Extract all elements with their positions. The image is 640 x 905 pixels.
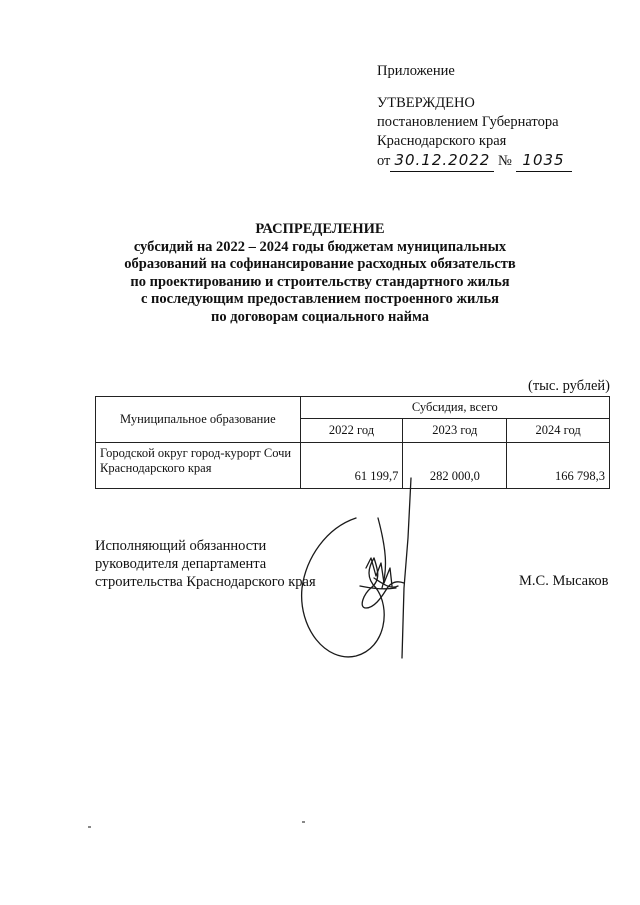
title-line: образований на софинансирование расходных обязательств [124, 256, 516, 272]
value-cell: 61 199,7 [300, 443, 403, 489]
units-label: (тыс. рублей) [528, 378, 610, 394]
value-cell: 166 798,3 [507, 443, 610, 489]
signatory-line: Исполняющий обязанности [95, 538, 267, 554]
title-heading: РАСПРЕДЕЛЕНИЕ [255, 221, 385, 237]
title-line: по проектированию и строительству стандартного жилья [130, 273, 510, 290]
appendix-label: Приложение [377, 63, 455, 79]
title-line: субсидий на 2022 – 2024 годы бюджетам муниципальных [133, 238, 507, 255]
header-year: 2024 год [507, 419, 610, 443]
header-year: 2022 год [300, 419, 403, 443]
approval-line-2: Краснодарского края [377, 133, 507, 149]
header-year: 2023 год [403, 419, 507, 443]
number-label: № [498, 153, 512, 169]
title-line: с последующим предоставлением построенного жилья [141, 291, 499, 307]
approval-date-line [377, 151, 572, 172]
approval-line-1: постановлением Губернатора [377, 114, 559, 130]
signatory-line: строительства Краснодарского края [95, 574, 316, 590]
title-line: по договорам социального найма [211, 308, 429, 325]
approval-block [377, 62, 572, 172]
signatory-line: руководителя департамента [95, 556, 267, 572]
from-label: от [377, 153, 391, 169]
header-municipality: Муниципальное образование [96, 397, 301, 443]
approval-number: 1035 [522, 151, 565, 169]
document-title [95, 221, 545, 326]
header-subsidy: Субсидия, всего [300, 397, 609, 419]
signatory-title [95, 537, 316, 591]
scan-speck [88, 826, 91, 828]
approved-label: УТВЕРЖДЕНО [377, 95, 475, 111]
scan-speck [302, 821, 305, 823]
value-cell: 282 000,0 [403, 443, 507, 489]
approval-date: 30.12.2022 [394, 151, 491, 169]
signatory-name: М.С. Мысаков [519, 573, 609, 589]
handwritten-signature [286, 458, 416, 668]
municipality-cell: Городской округ город-курорт Сочи Краснодарского края [96, 443, 301, 489]
